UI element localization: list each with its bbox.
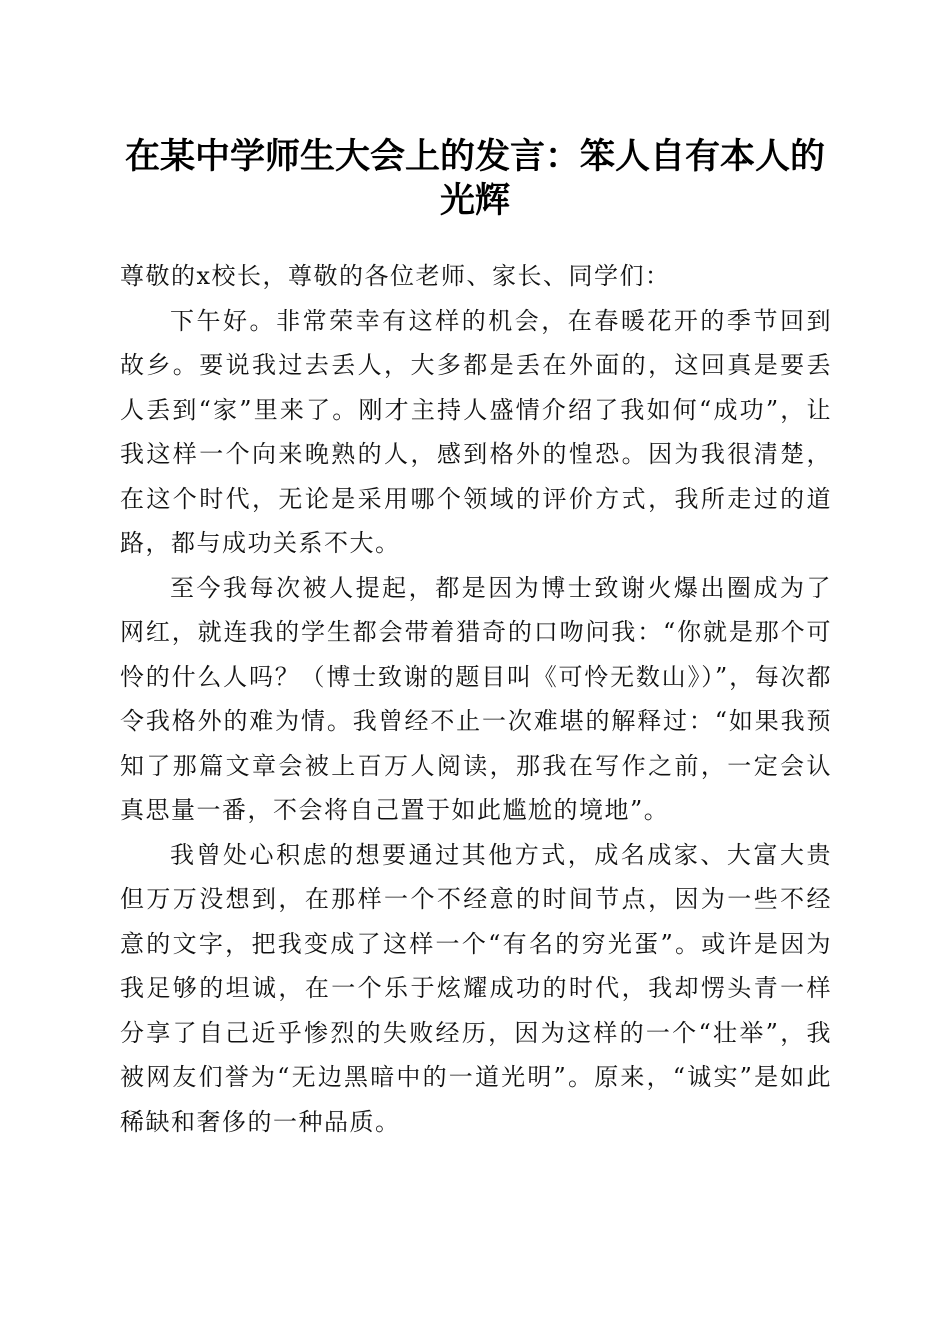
paragraph-2: 至今我每次被人提起，都是因为博士致谢火爆出圈成为了网红，就连我的学生都会带着猎奇的口吻问我：“你就是那个可怜的什么人吗？（博士致谢的题目叫《可怜无数山》）”，每次都令我格外的难为情。我曾经不止一次难堪的解释过：“如果我预知了那篇文章会被上百万人阅读，那我在写作之前，一定会认真思量一番，不会将自己置于如此尴尬的境地”。 [120, 573, 832, 824]
salutation: 尊敬的x校长，尊敬的各位老师、家长、同学们： [120, 262, 671, 290]
document-body [120, 254, 832, 1144]
document-title: 在某中学师生大会上的发言：笨人自有本人的光辉 [124, 136, 825, 221]
paragraph-3: 我曾处心积虑的想要通过其他方式，成名成家、大富大贵但万万没想到，在那样一个不经意的时间节点，因为一些不经意的文字，把我变成了这样一个“有名的穷光蛋”。或许是因为我足够的坦诚，在一个乐于炫耀成功的时代，我却愣头青一样分享了自己近乎惨烈的失败经历，因为这样的一个“壮举”，我被网友们誉为“无边黑暗中的一道光明”。原来，“诚实”是如此稀缺和奢侈的一种品质。 [120, 840, 832, 1136]
paragraph-1: 下午好。非常荣幸有这样的机会，在春暖花开的季节回到故乡。要说我过去丢人，大多都是丢在外面的，这回真是要丢人丢到“家”里来了。刚才主持人盛情介绍了我如何“成功”，让我这样一个向来晚熟的人，感到格外的惶恐。因为我很清楚，在这个时代，无论是采用哪个领域的评价方式，我所走过的道路，都与成功关系不大。 [120, 306, 832, 557]
